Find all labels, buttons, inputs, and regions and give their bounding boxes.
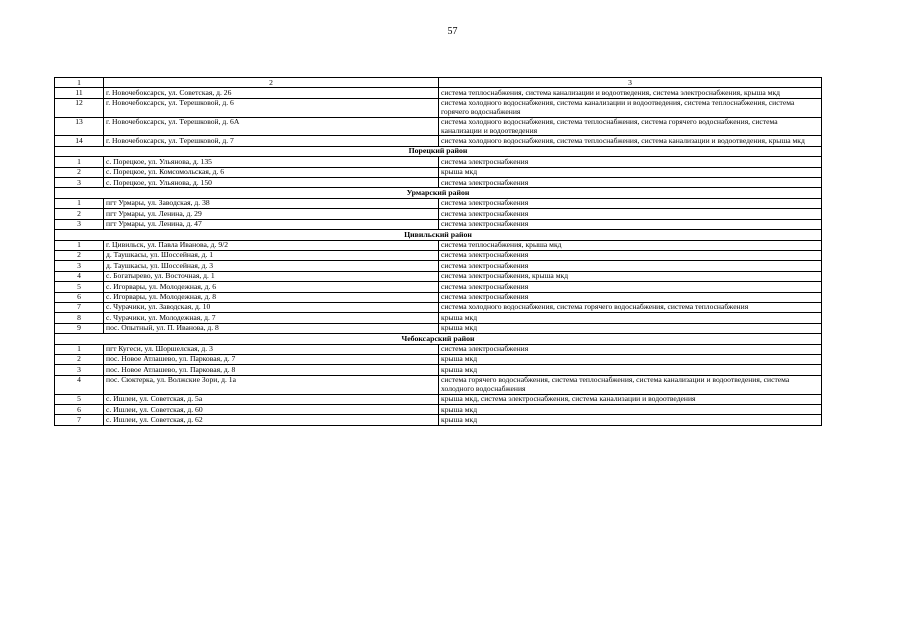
table-row	[55, 365, 822, 375]
systems-cell: система теплоснабжения, крыша мкд	[439, 240, 822, 250]
row-number-cell: 3	[55, 261, 104, 271]
row-number-cell: 2	[55, 209, 104, 219]
table-row	[55, 198, 822, 208]
systems-cell: система электроснабжения	[439, 344, 822, 354]
address-cell: пос. Новое Атлашево, ул. Парковая, д. 8	[104, 365, 439, 375]
address-cell: с. Чурачики, ул. Молодежная, д. 7	[104, 313, 439, 323]
table-row	[55, 354, 822, 364]
systems-cell: крыша мкд	[439, 365, 822, 375]
address-cell: с. Ишлеи, ул. Советская, д. 5а	[104, 394, 439, 404]
systems-cell: система электроснабжения	[439, 178, 822, 188]
row-number-cell: 14	[55, 136, 104, 146]
systems-cell: система электроснабжения	[439, 282, 822, 292]
address-cell: с. Ишлеи, ул. Советская, д. 62	[104, 415, 439, 425]
address-cell: пос. Новое Атлашево, ул. Парковая, д. 7	[104, 354, 439, 364]
row-number-cell: 2	[55, 250, 104, 260]
table-row	[55, 302, 822, 312]
systems-cell: система электроснабжения	[439, 261, 822, 271]
address-cell: с. Игорвары, ул. Молодежная, д. 6	[104, 282, 439, 292]
header-cell-2: 2	[104, 78, 439, 88]
row-number-cell: 2	[55, 354, 104, 364]
systems-cell: система электроснабжения	[439, 209, 822, 219]
table-row	[55, 415, 822, 425]
systems-cell: крыша мкд, система электроснабжения, система канализации и водоотведения	[439, 394, 822, 404]
systems-cell: система электроснабжения	[439, 198, 822, 208]
systems-cell: крыша мкд	[439, 313, 822, 323]
systems-cell: крыша мкд	[439, 167, 822, 177]
table-row	[55, 375, 822, 394]
systems-cell: система холодного водоснабжения, система канализации и водоотведения, система теплоснабжения, система горячего водоснабжения	[439, 98, 822, 117]
buildings-table	[54, 77, 822, 426]
table-row	[55, 323, 822, 333]
address-cell: с. Порецкое, ул. Ульянова, д. 135	[104, 157, 439, 167]
row-number-cell: 1	[55, 198, 104, 208]
table-row	[55, 313, 822, 323]
systems-cell: система горячего водоснабжения, система теплоснабжения, система канализации и водоотведения, система холодного водоснабжения	[439, 375, 822, 394]
systems-cell: система электроснабжения	[439, 219, 822, 229]
row-number-cell: 9	[55, 323, 104, 333]
table-row	[55, 292, 822, 302]
table-row	[55, 98, 822, 117]
address-cell: д. Таушкасы, ул. Шоссейная, д. 1	[104, 250, 439, 260]
district-heading-row	[55, 188, 822, 198]
row-number-cell: 4	[55, 375, 104, 394]
row-number-cell: 2	[55, 167, 104, 177]
systems-cell: крыша мкд	[439, 415, 822, 425]
systems-cell: система электроснабжения, крыша мкд	[439, 271, 822, 281]
row-number-cell: 8	[55, 313, 104, 323]
systems-cell: система электроснабжения	[439, 157, 822, 167]
district-heading-row	[55, 230, 822, 240]
systems-cell: система холодного водоснабжения, система теплоснабжения, система горячего водоснабжения, система канализации и водоотведения	[439, 117, 822, 136]
row-number-cell: 7	[55, 415, 104, 425]
address-cell: с. Богатырево, ул. Восточная, д. 1	[104, 271, 439, 281]
table-row	[55, 117, 822, 136]
row-number-cell: 12	[55, 98, 104, 117]
systems-cell: крыша мкд	[439, 323, 822, 333]
table-row	[55, 178, 822, 188]
row-number-cell: 3	[55, 219, 104, 229]
table-row	[55, 271, 822, 281]
district-heading: Урмарский район	[55, 188, 822, 198]
header-row	[55, 78, 822, 88]
district-heading: Чебоксарский район	[55, 334, 822, 344]
systems-cell: система холодного водоснабжения, система теплоснабжения, система канализации и водоотведения, крыша мкд	[439, 136, 822, 146]
address-cell: с. Чурачики, ул. Заводская, д. 10	[104, 302, 439, 312]
row-number-cell: 3	[55, 365, 104, 375]
address-cell: с. Порецкое, ул. Комсомольская, д. 6	[104, 167, 439, 177]
address-cell: пос. Опытный, ул. П. Иванова, д. 8	[104, 323, 439, 333]
row-number-cell: 6	[55, 405, 104, 415]
systems-cell: система электроснабжения	[439, 292, 822, 302]
row-number-cell: 3	[55, 178, 104, 188]
header-cell-3: 3	[439, 78, 822, 88]
address-cell: г. Новочебоксарск, ул. Терешковой, д. 6А	[104, 117, 439, 136]
address-cell: пгт Кугеси, ул. Шоршелская, д. 3	[104, 344, 439, 354]
row-number-cell: 13	[55, 117, 104, 136]
row-number-cell: 1	[55, 240, 104, 250]
table-body	[55, 78, 822, 426]
address-cell: г. Новочебоксарск, ул. Терешковой, д. 7	[104, 136, 439, 146]
row-number-cell: 6	[55, 292, 104, 302]
district-heading-row	[55, 146, 822, 156]
address-cell: с. Игорвары, ул. Молодежная, д. 8	[104, 292, 439, 302]
systems-cell: система холодного водоснабжения, система горячего водоснабжения, система теплоснабжения	[439, 302, 822, 312]
district-heading: Цивильский район	[55, 230, 822, 240]
table-row	[55, 240, 822, 250]
row-number-cell: 1	[55, 344, 104, 354]
address-cell: г. Новочебоксарск, ул. Терешковой, д. 6	[104, 98, 439, 117]
row-number-cell: 1	[55, 157, 104, 167]
table-row	[55, 250, 822, 260]
row-number-cell: 11	[55, 88, 104, 98]
table-row	[55, 167, 822, 177]
address-cell: с. Порецкое, ул. Ульянова, д. 150	[104, 178, 439, 188]
address-cell: г. Новочебоксарск, ул. Советская, д. 26	[104, 88, 439, 98]
table-row	[55, 219, 822, 229]
table-row	[55, 261, 822, 271]
table-row	[55, 209, 822, 219]
table-row	[55, 157, 822, 167]
page-number: 57	[447, 26, 458, 37]
address-cell: пгт Урмары, ул. Ленина, д. 47	[104, 219, 439, 229]
row-number-cell: 7	[55, 302, 104, 312]
district-heading: Порецкий район	[55, 146, 822, 156]
address-cell: пгт Урмары, ул. Ленина, д. 29	[104, 209, 439, 219]
district-heading-row	[55, 334, 822, 344]
systems-cell: крыша мкд	[439, 405, 822, 415]
address-cell: пос. Сюктерка, ул. Волжские Зори, д. 1а	[104, 375, 439, 394]
row-number-cell: 4	[55, 271, 104, 281]
systems-cell: система теплоснабжения, система канализации и водоотведения, система электроснабжения, крыша мкд	[439, 88, 822, 98]
table-row	[55, 394, 822, 404]
table-row	[55, 405, 822, 415]
table-row	[55, 136, 822, 146]
table-row	[55, 88, 822, 98]
header-cell-1: 1	[55, 78, 104, 88]
address-cell: с. Ишлеи, ул. Советская, д. 60	[104, 405, 439, 415]
systems-cell: крыша мкд	[439, 354, 822, 364]
table-row	[55, 282, 822, 292]
table-row	[55, 344, 822, 354]
address-cell: г. Цивильск, ул. Павла Иванова, д. 9/2	[104, 240, 439, 250]
address-cell: д. Таушкасы, ул. Шоссейная, д. 3	[104, 261, 439, 271]
address-cell: пгт Урмары, ул. Заводская, д. 38	[104, 198, 439, 208]
row-number-cell: 5	[55, 282, 104, 292]
row-number-cell: 5	[55, 394, 104, 404]
systems-cell: система электроснабжения	[439, 250, 822, 260]
